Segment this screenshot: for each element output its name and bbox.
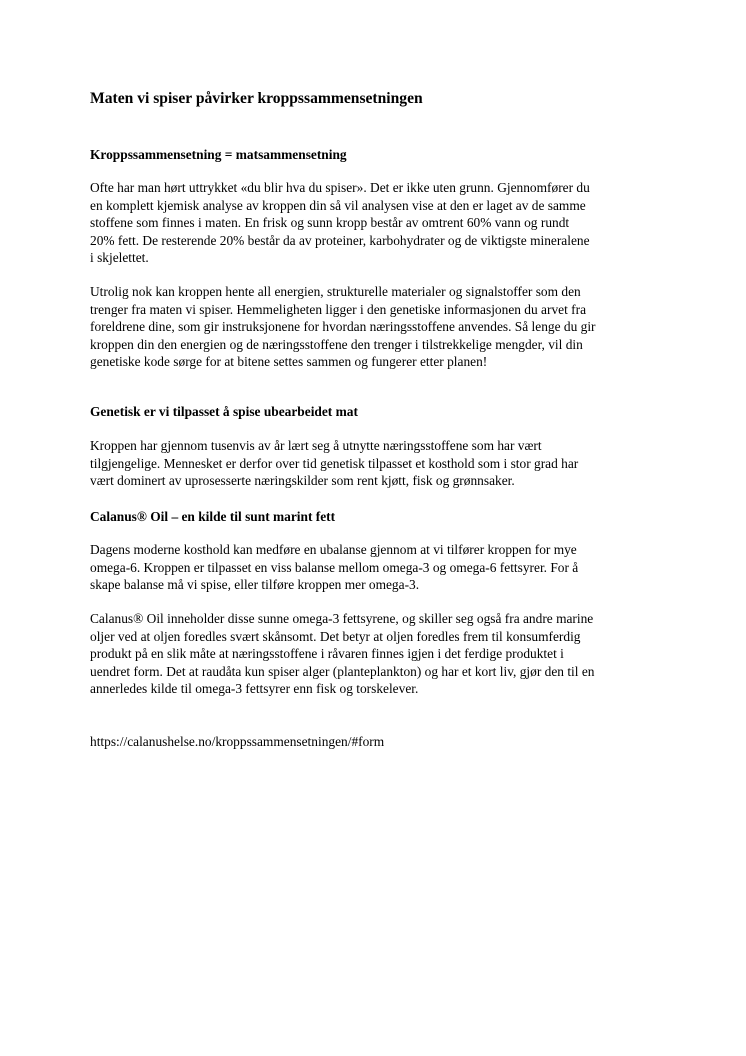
section-heading-calanus-oil: Calanus® Oil – en kilde til sunt marint fett (90, 509, 336, 524)
text-line: i skjelettet. (90, 250, 149, 266)
text-line: annerledes kilde til omega-3 fettsyrer enn fisk og torskelever. (90, 681, 419, 697)
paragraph-calanus-oil-2 (90, 610, 670, 698)
text-line: uendret form. Det at raudåta kun spiser alger (planteplankton) og har et kort liv, gjør den til en (90, 663, 595, 679)
paragraph-kroppssammensetning-1 (90, 179, 670, 267)
paragraph-calanus-oil-1 (90, 541, 670, 594)
text-line: Ofte har man hørt uttrykket «du blir hva du spiser». Det er ikke uten grunn. Gjennomfører du (90, 180, 590, 195)
text-line: Kroppen har gjennom tusenvis av år lært seg å utnytte næringsstoffene som har vært (90, 438, 542, 453)
text-line: foreldrene dine, som gir instruksjonene for hvordan næringsstoffene anvendes. Så lenge du gir (90, 319, 596, 335)
text-line: vært dominert av uprosesserte næringskilder som rent kjøtt, fisk og grønnsaker. (90, 473, 515, 489)
paragraph-kroppssammensetning-2 (90, 283, 670, 371)
section-heading-kroppssammensetning: Kroppssammensetning = matsammensetning (90, 147, 347, 162)
text-line: en komplett kjemisk analyse av kroppen din så vil analysen vise at den er laget av de samme (90, 197, 586, 213)
text-line: Utrolig nok kan kroppen hente all energien, strukturelle materialer og signalstoffer som den (90, 284, 581, 299)
section-heading-genetisk: Genetisk er vi tilpasset å spise ubearbeidet mat (90, 404, 358, 419)
text-line: stoffene som finnes i maten. En frisk og sunn kropp består av omtrent 60% vann og rundt (90, 215, 570, 231)
source-url: https://calanushelse.no/kroppssammensetningen/#form (90, 734, 385, 749)
text-line: Dagens moderne kosthold kan medføre en ubalanse gjennom at vi tilfører kroppen for mye (90, 542, 577, 557)
text-line: 20% fett. De resterende 20% består da av proteiner, karbohydrater og de viktigste mineralene (90, 232, 590, 248)
text-line: genetiske kode sørge for at bitene settes sammen og fungerer etter planen! (90, 354, 488, 370)
text-line: kroppen din den energien og de næringsstoffene den trenger i tilstrekkelige mengder, vil din (90, 336, 583, 352)
text-line: tilgjengelige. Mennesket er derfor over tid genetisk tilpasset et kosthold som i stor grad har (90, 455, 579, 471)
text-line: trenger fra maten vi spiser. Hemmeligheten ligger i den genetiske informasjonen du arvet fra (90, 301, 587, 317)
text-line: Calanus® Oil inneholder disse sunne omega-3 fettsyrene, og skiller seg også fra andre marine (90, 611, 594, 626)
page-title: Maten vi spiser påvirker kroppssammensetningen (90, 90, 423, 107)
text-line: produkt på en slik måte at næringsstoffene i råvaren finnes igjen i det ferdige produktet i (90, 646, 564, 662)
text-line: omega-6. Kroppen er tilpasset en viss balanse mellom omega-3 og omega-6 fettsyrer. For å (90, 559, 579, 575)
text-line: skape balanse må vi spise, eller tilføre kroppen mer omega-3. (90, 577, 420, 593)
text-line: oljer ved at oljen foredles svært skånsomt. Det betyr at oljen foredles frem til konsumferdig (90, 628, 581, 644)
paragraph-genetisk-1 (90, 437, 670, 490)
